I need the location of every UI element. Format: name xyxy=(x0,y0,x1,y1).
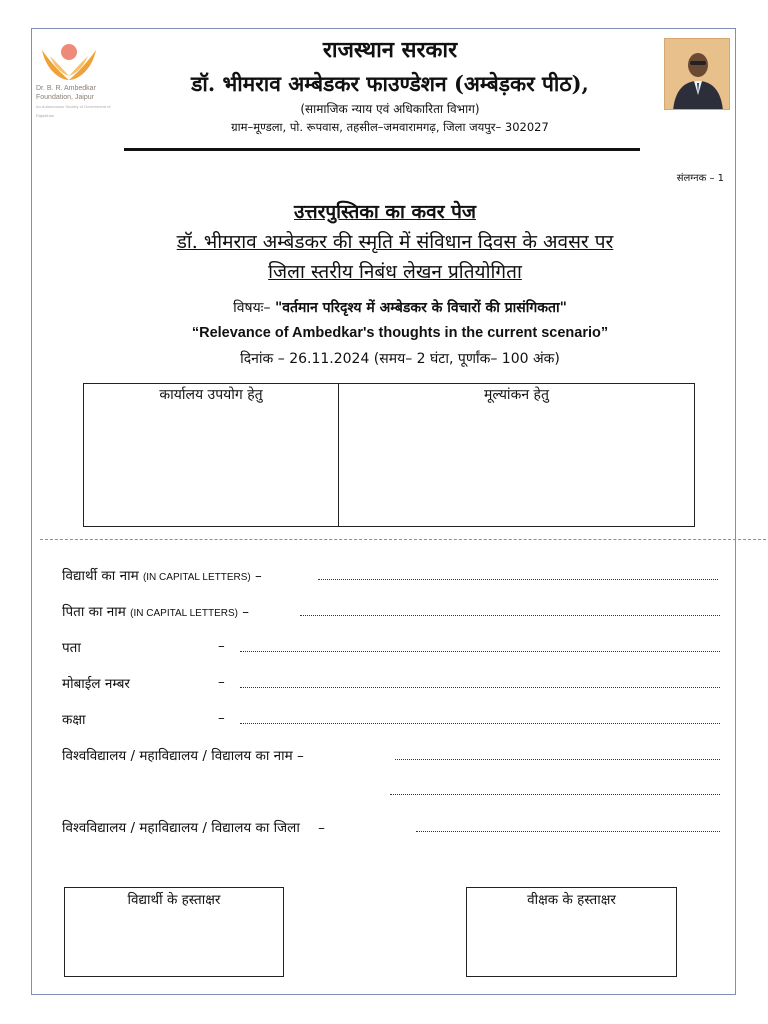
mobile-field[interactable] xyxy=(240,687,720,688)
father-name-field[interactable] xyxy=(300,615,720,616)
class-label: कक्षा xyxy=(62,712,86,728)
institution-name-field-2[interactable] xyxy=(390,794,720,795)
office-evaluation-box xyxy=(83,383,695,527)
office-use-cell[interactable] xyxy=(84,384,339,526)
foundation-logo-icon xyxy=(36,40,116,84)
logo-caption-line2: Foundation, Jaipur xyxy=(36,94,94,101)
foundation-logo xyxy=(36,40,116,124)
institution-district-label: विश्वविद्यालय / महाविद्यालय / विद्यालय का जिला xyxy=(62,820,300,836)
logo-caption-line1: Dr. B. R. Ambedkar xyxy=(36,85,96,92)
father-name-label: पिता का नाम xyxy=(62,604,126,620)
dash-5: – xyxy=(218,710,225,726)
subject-label: विषयः– xyxy=(233,300,271,316)
institution-district-row xyxy=(62,818,325,836)
invigilator-signature-label: वीक्षक के हस्ताक्षर xyxy=(527,892,616,908)
institution-district-field[interactable] xyxy=(416,831,720,832)
dash-1: – xyxy=(255,568,262,584)
dash-4: – xyxy=(218,674,225,690)
address-field[interactable] xyxy=(240,651,720,652)
student-name-label: विद्यार्थी का नाम xyxy=(62,568,139,584)
foundation-heading: डॉ. भीमराव अम्बेडकर फाउण्डेशन (अम्बेड़कर पीठ), xyxy=(191,71,589,96)
subject-line xyxy=(120,298,680,317)
date-line: दिनांक – 26.11.2024 (समय– 2 घंटा, पूर्णांक– 100 अंक) xyxy=(240,351,560,367)
logo-caption-small: An Autonomous Society of Government of Rajasthan xyxy=(36,104,111,118)
institution-name-row xyxy=(62,746,304,764)
class-field[interactable] xyxy=(240,723,720,724)
address-label: पता xyxy=(62,640,81,656)
subject-english: “Relevance of Ambedkar's thoughts in the current scenario” xyxy=(191,325,609,341)
department-line: (सामाजिक न्याय एवं अधिकारिता विभाग) xyxy=(300,102,480,116)
dash-3: – xyxy=(218,638,225,654)
address-line: ग्राम–मूण्डला, पो. रूपवास, तहसील–जमवारामगढ़, जिला जयपुर– 302027 xyxy=(231,120,549,134)
capital-note-2: (IN CAPITAL LETTERS) xyxy=(130,608,238,619)
dash-2: – xyxy=(242,604,250,620)
institution-name-field[interactable] xyxy=(395,759,720,760)
office-use-label: कार्यालय उपयोग हेतु xyxy=(159,387,263,403)
capital-note: (IN CAPITAL LETTERS) xyxy=(142,572,251,583)
portrait-icon xyxy=(665,39,730,110)
annexure-label: संलग्नक – 1 xyxy=(676,173,724,184)
student-name-row xyxy=(62,566,262,584)
header-divider xyxy=(124,148,640,151)
student-name-field[interactable] xyxy=(318,579,718,580)
cut-line xyxy=(40,539,766,540)
institution-name-label: विश्वविद्यालय / महाविद्यालय / विद्यालय का नाम xyxy=(62,748,293,764)
student-signature-box[interactable] xyxy=(64,887,284,977)
occasion-title: डॉ. भीमराव अम्बेडकर की स्मृति में संविधान दिवस के अवसर पर xyxy=(176,231,614,253)
ambedkar-portrait xyxy=(664,38,730,110)
subject-hindi: "वर्तमान परिदृश्य में अम्बेडकर के विचारों की प्रासंगिकता" xyxy=(274,300,567,316)
invigilator-signature-box[interactable] xyxy=(466,887,677,977)
evaluation-label: मूल्यांकन हेतु xyxy=(484,387,549,403)
competition-title: जिला स्तरीय निबंध लेखन प्रतियोगिता xyxy=(268,261,522,283)
father-name-row xyxy=(62,602,249,620)
student-signature-label: विद्यार्थी के हस्ताक्षर xyxy=(127,892,221,908)
evaluation-cell[interactable] xyxy=(339,384,694,526)
government-heading: राजस्थान सरकार xyxy=(322,37,458,63)
dash-7: – xyxy=(318,820,325,836)
mobile-label: मोबाईल नम्बर xyxy=(62,676,130,692)
dash-6: – xyxy=(297,748,304,764)
cover-page-title: उत्तरपुस्तिका का कवर पेज xyxy=(294,201,476,223)
